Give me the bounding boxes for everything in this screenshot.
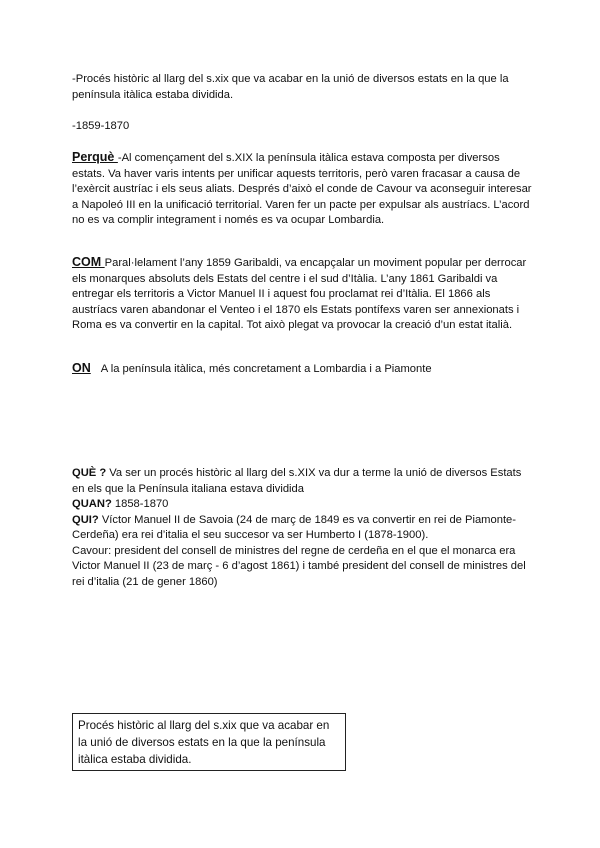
- qui-heading: QUI?: [72, 513, 99, 526]
- summary-box: Procés històric al llarg del s.xix que va acabar en la unió de diversos estats en la que la península itàlica estaba dividida.: [72, 713, 346, 771]
- perque-heading: Perquè: [72, 150, 118, 164]
- qui-text: Víctor Manuel II de Savoia (24 de març de 1849 es va convertir en rei de Piamonte-Cerdeña) era rei d’italia el seu succesor va ser Humberto I (1878-1900).: [72, 513, 516, 541]
- perque-text: -Al començament del s.XIX la península itàlica estava composta per diversos estats. Va haver varis intents per unificar aquests territoris, però varen fracasar a causa de l’exèrcit austríac i els seus aliats. Després d’això el conde de Cavour va aconseguir interesar a Napoleó III en la unificació territorial. Varen fer un pacte per expulsar als austríacs. L’acord no es va complir integrament i només es va ocupar Lombardia.: [72, 152, 532, 226]
- date-range: -1859-1870: [72, 120, 130, 132]
- section-perque: [72, 150, 534, 229]
- section-summary: [72, 466, 534, 590]
- que-heading: QUÈ ?: [72, 467, 107, 479]
- quan-text: 1858-1870: [111, 498, 169, 510]
- section-on: [72, 361, 534, 378]
- intro-paragraph: -Procés històric al llarg del s.xix que va acabar en la unió de diversos estats en la que la península itàlica estaba dividida.: [72, 73, 509, 101]
- on-text: A la península itàlica, més concretament a Lombardia i a Piamonte: [100, 363, 432, 375]
- section-com: [72, 255, 534, 334]
- com-text: Paral·lelament l’any 1859 Garibaldi, va encapçalar un moviment popular per derrocar els monarques absoluts dels Estats del centre i el sud d’Itàlia. L’any 1861 Garibaldi va entregar els territoris a Victor Manuel II i aquest fou proclamat rei d’Itàlia. El 1866 als austríacs varen abandonar el Venteo i el 1870 els Estats pontífexs varen ser annexionats i Roma es va convertir en la capital. Tot això plegat va provocar la creació d’un estat italià.: [72, 257, 527, 331]
- cavour-text: Cavour: president del consell de ministres del regne de cerdeña en el que el monarca era Victor Manuel II (23 de març - 6 d’agost 1861) i també president del consell de ministres del rei d’italia (21 de gener 1860): [72, 544, 526, 588]
- com-heading: COM: [72, 255, 105, 269]
- quan-heading: QUAN?: [72, 498, 112, 510]
- on-heading: ON: [72, 361, 91, 375]
- que-text: Va ser un procés històric al llarg del s.XIX va dur a terme la unió de diversos Estats en els que la Península italiana estava dividida: [72, 467, 522, 495]
